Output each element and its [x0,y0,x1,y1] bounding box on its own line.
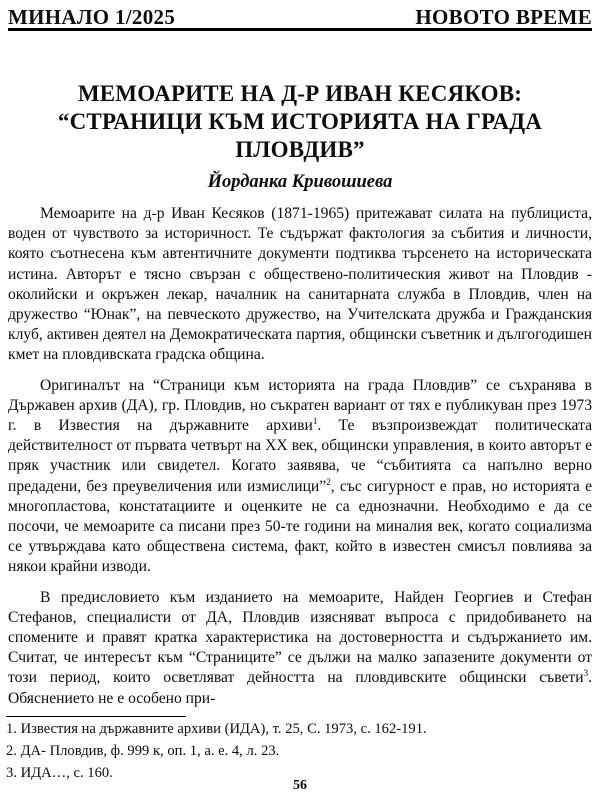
title-line-3: ПЛОВДИВ” [235,137,365,162]
paragraph-1: Мемоарите на д-р Иван Кесяков (1871-1965) притежават силата на публициста, воден от чувството за историчност. Те съдържат фактология за събития и личности, която съотнесена към автентичните документи подтиква търсенето на историческата истина. Авторът е тясно свързан с обществено-политическия живот на Пловдив - околийски и окръжен лекар, началник на санитарната служба в Пловдив, член на дружество “Юнак”, на певческото дружество, на Учителската дружба и Гражданския клуб, активен деятел на Демократическата партия, общински съветник и дългогодишен кмет на пловдивската градска община. [8,205,592,364]
journal-issue: МИНАЛО 1/2025 [8,5,176,29]
paragraph-2 [8,376,592,578]
title-line-1: МЕМОАРИТЕ НА Д-Р ИВАН КЕСЯКОВ: [77,81,523,106]
paragraph-2-part-b: . Те възпроизвеждат политическата действителност от първата четвърт на XX век, общински управления, в които авторът е пряк участник или свидетел. Когато заявява, че “събитията са напълно верно предадени, без преувеличения или измислици” [8,417,592,495]
footnote-separator [6,716,186,717]
paragraph-2-part-c: , със сигурност е прав, но историята е многопластова, констатациите и оценките не са еднозначни. Необходимо е да се посочи, че мемоарите са писани през 50-те години на миналия век, когато социализма се утвърждава като обществена система, факт, който в известен смисъл повлиява за някои крайни изводи. [8,477,592,576]
article-author: Йорданка Кривошиева [207,172,393,192]
footnotes [6,718,592,784]
paragraph-2-part-a: Оригиналът на “Страници към историята на града Пловдив” се съхранява в Държавен архив (ДА), гр. Пловдив, но съкратен вариант от тях е публикуван през 1973 г. в Известия на държавните архиви [8,376,592,435]
section-name: НОВОТО ВРЕМЕ [415,5,592,29]
article-body [8,204,592,709]
running-header [8,0,592,31]
footnote-ref-2: 2 [326,476,331,487]
article-title [10,80,590,164]
footnote-ref-1: 1 [312,415,318,426]
page-number: 56 [293,778,307,793]
paragraph-3 [8,588,592,709]
title-line-2: “СТРАНИЦИ КЪМ ИСТОРИЯТА НА ГРАДА [57,109,543,134]
paragraph-3-part-b: . Обяснението не е особено при- [8,669,592,707]
footnote-ref-3: 3 [583,668,589,679]
paragraph-3-part-a: В предисловието към изданието на мемоарите, Найден Георгиев и Стефан Стефанов, специалисти от ДА, Пловдив изясняват въпроса с придобиването на спомените и правят кратка характеристика на достоверността и съдържанието им. Считат, че интересът към “Страниците” се дължи на малко запазените документи от този период, които осветляват дейността на пловдивските общински съвети [8,588,592,687]
footnote-2: 2. ДА- Пловдив, ф. 999 к, оп. 1, а. е. 4, л. 23. [6,743,280,759]
footnote-3: 3. ИДА…, с. 160. [6,765,113,781]
footnote-1: 1. Известия на държавните архиви (ИДА), т. 25, С. 1973, с. 162-191. [6,721,427,737]
